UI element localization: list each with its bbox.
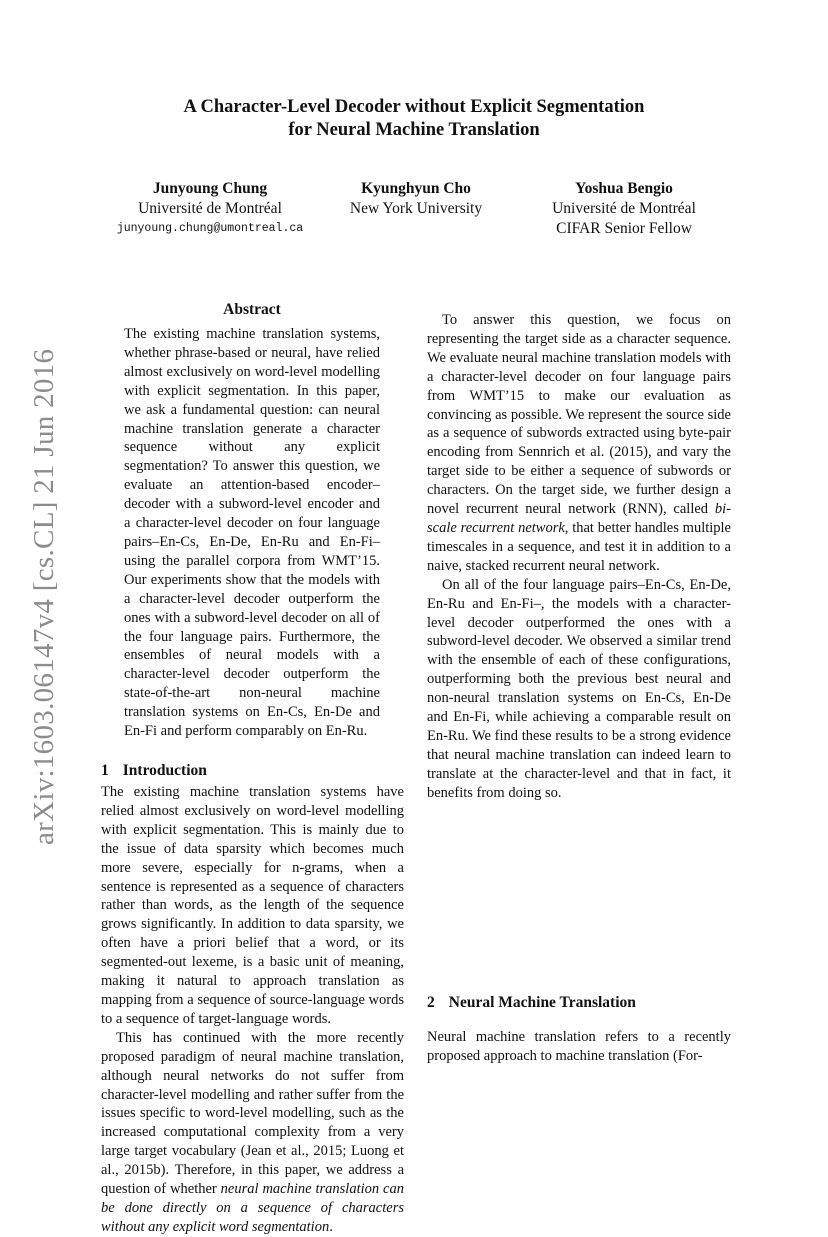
abstract-heading: Abstract xyxy=(223,301,281,318)
nmt-paragraph-1: Neural machine translation refers to a recently proposed approach to machine translation (For- xyxy=(427,1029,731,1064)
author-affiliation: Université de Montréal xyxy=(138,200,282,217)
intro-paragraph-2-text: This has continued with the more recently proposed paradigm of neural machine translation, although neural networks do not suffer from character-level modelling and rather suffer from the issues specific to word-level modelling, such as the increased computational complexity from a very large target vocabulary (Jean et al., 2015; Luong et al., 2015b). Therefore, in this paper, we address a question of whether xyxy=(101,1029,404,1198)
author-name: Kyunghyun Cho xyxy=(361,180,471,197)
intro-paragraph-3-text: To answer this question, we focus on representing the target side as a character sequence. We evaluate neural machine translation models with a character-level decoder on four language pairs from WMT’15 to make our evaluation as convincing as possible. We represent the source side as a sequence of subwords extracted using byte-pair encoding from Sennrich et al. (2015), and vary the target side to be either a sequence of subwords or characters. On the target side, we further design a novel recurrent neural network (RNN), called xyxy=(427,312,731,518)
intro-paragraph-2 xyxy=(101,1029,404,1237)
intro-paragraph-2-end: . xyxy=(329,1218,333,1235)
nmt-body xyxy=(427,1028,731,1066)
section-title: Introduction xyxy=(122,762,207,779)
arxiv-identifier-stamp: arXiv:1603.06147v4 [cs.CL] 21 Jun 2016 xyxy=(28,348,60,845)
intro-paragraph-2-emphasis: neural machine translation can be done directly on a sequence of characters without any explicit word segmentation xyxy=(101,1181,404,1235)
author-block-3 xyxy=(514,179,734,239)
author-name: Junyoung Chung xyxy=(152,180,268,197)
paper-title-line-1: A Character-Level Decoder without Explicit Segmentation xyxy=(183,97,645,117)
author-block-1 xyxy=(100,179,320,239)
intro-paragraph-1: The existing machine translation systems have relied almost exclusively on word-level modelling with explicit segmentation. This is mainly due to the issue of data sparsity which becomes much more severe, especially for n-grams, when a sentence is represented as a sequence of characters rather than words, as the length of the sequence grows significantly. In addition to data sparsity, we often have a priori belief that a word, or its segmented-out lexeme, is a basic unit of meaning, making it natural to approach translation as mapping from a sequence of source-language words to a sequence of target-language words. xyxy=(101,784,404,1027)
paper-title-line-2: for Neural Machine Translation xyxy=(288,120,540,140)
author-fellowship: CIFAR Senior Fellow xyxy=(556,220,692,237)
section-number: 1 xyxy=(101,762,109,779)
intro-paragraph-3-emphasis: bi-scale recurrent network xyxy=(427,501,732,536)
author-affiliation: New York University xyxy=(349,200,483,217)
section-number: 2 xyxy=(427,994,435,1011)
intro-paragraph-4: On all of the four language pairs–En-Cs, En-De, En-Ru and En-Fi–, the models with a character-level decoder outperformed the ones with a subword-level decoder. We observed a similar trend with the ensemble of each of these configurations, outperforming both the previous best neural and non-neural translation systems on En-Cs, En-De and En-Fi, while achieving a comparable result on En-Ru. We find these results to be a strong evidence that neural machine translation can indeed learn to translate at the character-level and that in fact, it benefits from doing so. xyxy=(427,576,731,801)
section-heading-nmt xyxy=(427,994,636,1012)
intro-paragraph-3 xyxy=(427,311,731,576)
intro-paragraph-3-end: , that better handles multiple timescales in a sequence, and test it in addition to a naive, stacked recurrent neural network. xyxy=(427,519,731,574)
paper-title xyxy=(0,96,828,142)
introduction-right-column xyxy=(427,311,731,803)
author-block-2 xyxy=(316,179,516,219)
author-name: Yoshua Bengio xyxy=(575,180,673,197)
introduction-left-column xyxy=(101,783,404,1237)
abstract-body xyxy=(124,325,380,741)
author-affiliation: Université de Montréal xyxy=(552,200,696,217)
author-email: junyoung.chung@umontreal.ca xyxy=(116,222,304,235)
section-heading-introduction xyxy=(101,762,207,780)
abstract-text: The existing machine translation systems, whether phrase-based or neural, have relied almost exclusively on word-level modelling with explicit segmentation. In this paper, we ask a fundamental question: can neural machine translation generate a character sequence without any explicit segmentation? To answer this question, we evaluate an attention-based encoder–decoder with a subword-level encoder and a character-level decoder on four language pairs–En-Cs, En-De, En-Ru and En-Fi– using the parallel corpora from WMT’15. Our experiments show that the models with a character-level decoder outperform the ones with a subword-level decoder on all of the four language pairs. Furthermore, the ensembles of neural models with a character-level decoder outperform the state-of-the-art non-neural machine translation systems on En-Cs, En-De and En-Fi and perform comparably on En-Ru. xyxy=(124,326,380,740)
section-title: Neural Machine Translation xyxy=(448,994,636,1011)
